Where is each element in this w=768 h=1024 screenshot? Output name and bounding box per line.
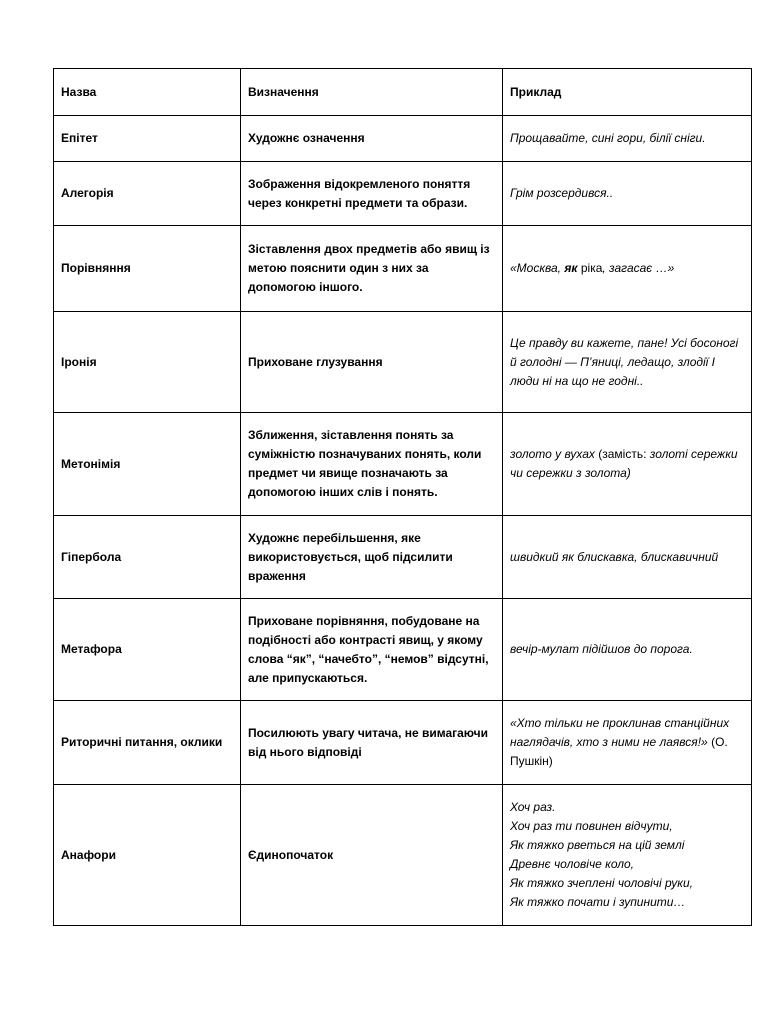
term-example [503, 226, 752, 312]
term-definition: Приховане глузування [241, 312, 503, 413]
table-row [54, 599, 752, 701]
term-example: вечір-мулат підійшов до порога. [503, 599, 752, 701]
term-name: Риторичні питання, оклики [54, 701, 241, 785]
term-name: Метонімія [54, 413, 241, 516]
example-line: Як тяжко почати і зупинити… [510, 895, 686, 909]
header-example: Приклад [503, 69, 752, 116]
term-definition: Єдинопочаток [241, 785, 503, 926]
term-example: швидкий як блискавка, блискавичний [503, 516, 752, 599]
table-header-row [54, 69, 752, 116]
term-example [503, 413, 752, 516]
table-row [54, 701, 752, 785]
term-definition: Художнє означення [241, 116, 503, 162]
header-definition: Визначення [241, 69, 503, 116]
table-row [54, 785, 752, 926]
term-name: Порівняння [54, 226, 241, 312]
term-definition: Зіставлення двох предметів або явищ із метою пояснити один з них за допомогою іншого. [241, 226, 503, 312]
term-example: Грім розсердився.. [503, 162, 752, 226]
table-row [54, 226, 752, 312]
term-name: Епітет [54, 116, 241, 162]
term-example: Прощавайте, сині гори, білії сніги. [503, 116, 752, 162]
term-definition: Посилюють увагу читача, не вимагаючи від нього відповіді [241, 701, 503, 785]
example-bold-word: як [564, 261, 578, 275]
example-line: Як тяжко зчеплені чоловічі руки, [510, 876, 693, 890]
term-name: Іронія [54, 312, 241, 413]
example-line: Хоч раз ти повинен відчути, [510, 819, 673, 833]
term-definition: Зображення відокремленого поняття через конкретні предмети та образи. [241, 162, 503, 226]
header-name: Назва [54, 69, 241, 116]
term-example [503, 701, 752, 785]
term-name: Метафора [54, 599, 241, 701]
example-part: , загасає …» [602, 261, 675, 275]
table-row [54, 116, 752, 162]
figures-of-speech-table [53, 68, 752, 926]
term-definition: Зближення, зіставлення понять за суміжністю позначуваних понять, коли предмет чи явище позначають за допомогою інших слів і понять. [241, 413, 503, 516]
term-example: Це правду ви кажете, пане! Усі босоногі й голодні — П’яниці, ледащо, злодії І люди ні на що не годні.. [503, 312, 752, 413]
example-part: ріка [577, 261, 603, 275]
example-line: Як тяжко рветься на цій землі [510, 838, 685, 852]
example-line: Древнє чоловіче коло, [510, 857, 635, 871]
term-name: Гіпербола [54, 516, 241, 599]
example-part: «Москва, [510, 261, 565, 275]
example-part: золото у вухах [510, 447, 599, 461]
term-name: Алегорія [54, 162, 241, 226]
table-row [54, 162, 752, 226]
term-definition: Художнє перебільшення, яке використовується, щоб підсилити враження [241, 516, 503, 599]
term-definition: Приховане порівняння, побудоване на подібності або контрасті явищ, у якому слова “як”, “начебто”, “немов” відсутні, але припускаються. [241, 599, 503, 701]
table-row [54, 413, 752, 516]
example-author: (О. Пушкін) [510, 735, 728, 768]
table-row [54, 516, 752, 599]
term-name: Анафори [54, 785, 241, 926]
example-part: (замість: [598, 447, 647, 461]
example-line: Хоч раз. [510, 800, 556, 814]
example-quote: «Хто тільки не проклинав станційних наглядачів, хто з ними не лаявся!» [510, 716, 730, 749]
table-row [54, 312, 752, 413]
example-part: золоті сережки чи сережки з золота) [510, 447, 738, 480]
term-example [503, 785, 752, 926]
